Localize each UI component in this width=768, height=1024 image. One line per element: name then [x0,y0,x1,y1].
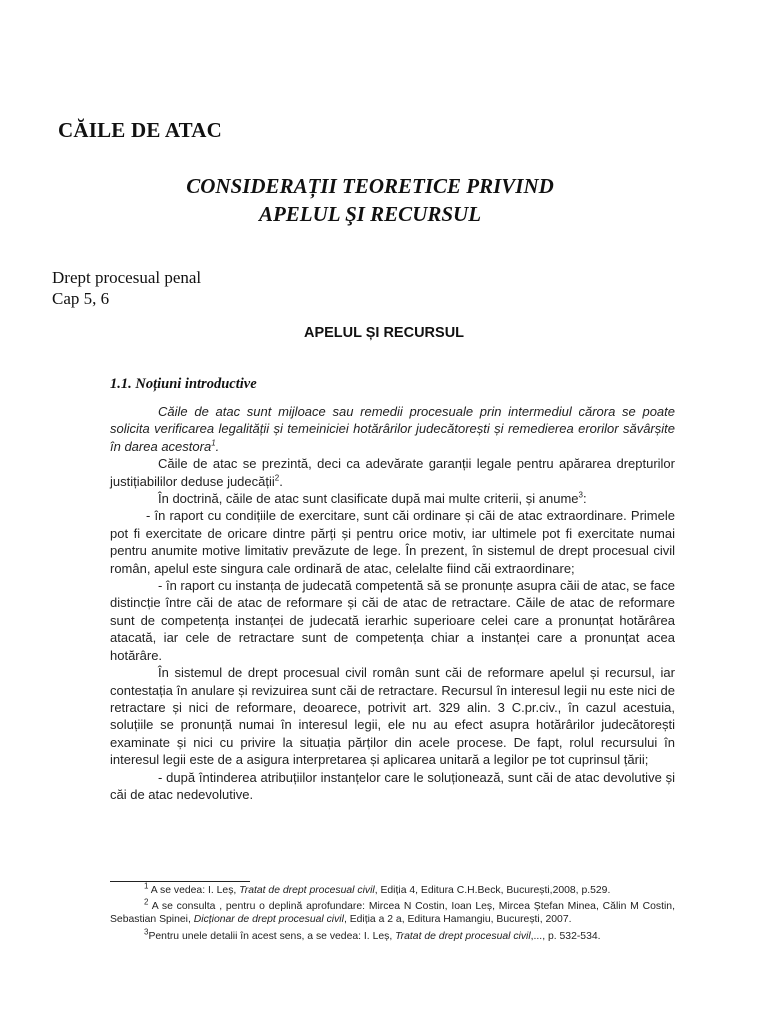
paragraph-text: Căile de atac se prezintă, deci ca adevărate garanții legale pentru apărarea drepturilor justițiabililor deduse judecății [110,456,675,489]
section-title: APELUL ȘI RECURSUL [303,325,465,341]
paragraph-punct: : [583,491,587,507]
course-chapter: Cap 5, 6 [52,289,110,308]
footnote-ref: 1 [211,438,216,448]
footnote-item [110,927,675,943]
paragraph-text: Căile de atac sunt mijloace sau remedii procesuale prin intermediul cărora se poate solicita verificarea legalității și temeiniciei hotărârilor judecătorești și remedierea erorilor săvârșite în darea acestora [110,404,675,454]
footnote-text: ,..., p. 532-534. [530,930,601,942]
footnote-text: A se consulta , pentru o deplină aprofundare: Mircea N Costin, Ioan Leș, Mircea Ștefan Minea, Călin M Costin, Sebastian Spinei, [110,901,675,926]
paragraph: - după întinderea atribuțiilor instanțelor care le soluționează, sunt căi de atac devolutive și căi de atac nedevolutive. [110,769,675,802]
paragraph [110,403,675,455]
course-info [52,267,201,309]
footnote-work-title: Tratat de drept procesual civil [395,930,531,942]
footnote-work-title: Tratat de drept procesual civil [239,885,375,896]
paragraph-punct: . [215,438,220,454]
footnote-number: 3 [144,927,149,937]
footnote-text: Pentru unele detalii în acest sens, a se vedea: I. Leș, [148,930,396,942]
footnote-ref: 2 [274,473,280,483]
paragraph-punct: . [279,473,283,489]
footnotes [110,881,675,946]
course-name: Drept procesual penal [52,268,202,287]
footnote-divider [110,881,250,882]
footnote-number: 2 [144,897,149,907]
footnote-text: , Ediția 4, Editura C.H.Beck, București,2008, p.529. [374,885,611,896]
footnote-ref: 3 [578,490,583,500]
footnote-text: , Ediția a 2 a, Editura Hamangiu, București, 2007. [343,914,572,926]
footnote-work-title: Dicționar de drept procesual civil [193,914,344,926]
document-title: CĂILE DE ATAC [58,118,223,142]
paragraph [110,455,675,490]
footnote-text: A se vedea: I. Leș, [150,885,240,896]
footnote-number: 1 [144,881,149,891]
paragraph: - în raport cu condițiile de exercitare, sunt căi ordinare și căi de atac extraordinare. Primele pot fi exercitate de oricare dintre părți și pentru orice motiv, iar ultimele pot fi exercitate numai pentru anumite motive limitativ prevăzute de lege. În prezent, în sistemul de drept procesual civil român, apelul este singura cale ordinară de atac, celelalte fiind căi extraordinare; [110,508,675,576]
paragraph: - în raport cu instanța de judecată competentă să se pronunțe asupra căii de atac, se face distincție între căi de atac de reformare și căi de atac de retractare. Căile de atac de reformare sunt de competența instanței de judecată ierarhic superioare celei care a pronunțat hotărârea atacată, iar cele de retractare sunt de competența chiar a instanței care a pronunțat acea hotărâre. [110,578,675,663]
footnote-item [110,881,675,897]
subsection-title: 1.1. Noțiuni introductive [110,376,257,392]
footnote-item [110,897,675,926]
paragraph [110,490,675,507]
document-subtitle: CONSIDERAȚII TEORETICE PRIVIND APELUL ŞI RECURSUL [186,174,554,226]
body-text [110,403,675,803]
paragraph: În sistemul de drept procesual civil român sunt căi de reformare apelul și recursul, iar contestația în anulare și revizuirea sunt căi de retractare. Recursul în interesul legii nu este nici de retractare și nici de reformare, deoarece, potrivit art. 329 alin. 3 C.pr.civ., în cazul acestuia, soluțiile se pronunță numai în interesul legii, ele nu au efect asupra hotărârilor judecătorești examinate și nici cu privire la situația părților din acele procese. De fapt, rolul recursului în interesul legii este de a asigura interpretarea și aplicarea unitară a legilor pe tot cuprinsul țării; [110,665,675,768]
paragraph-text: În doctrină, căile de atac sunt clasificate după mai multe criterii, și anume [158,491,579,507]
